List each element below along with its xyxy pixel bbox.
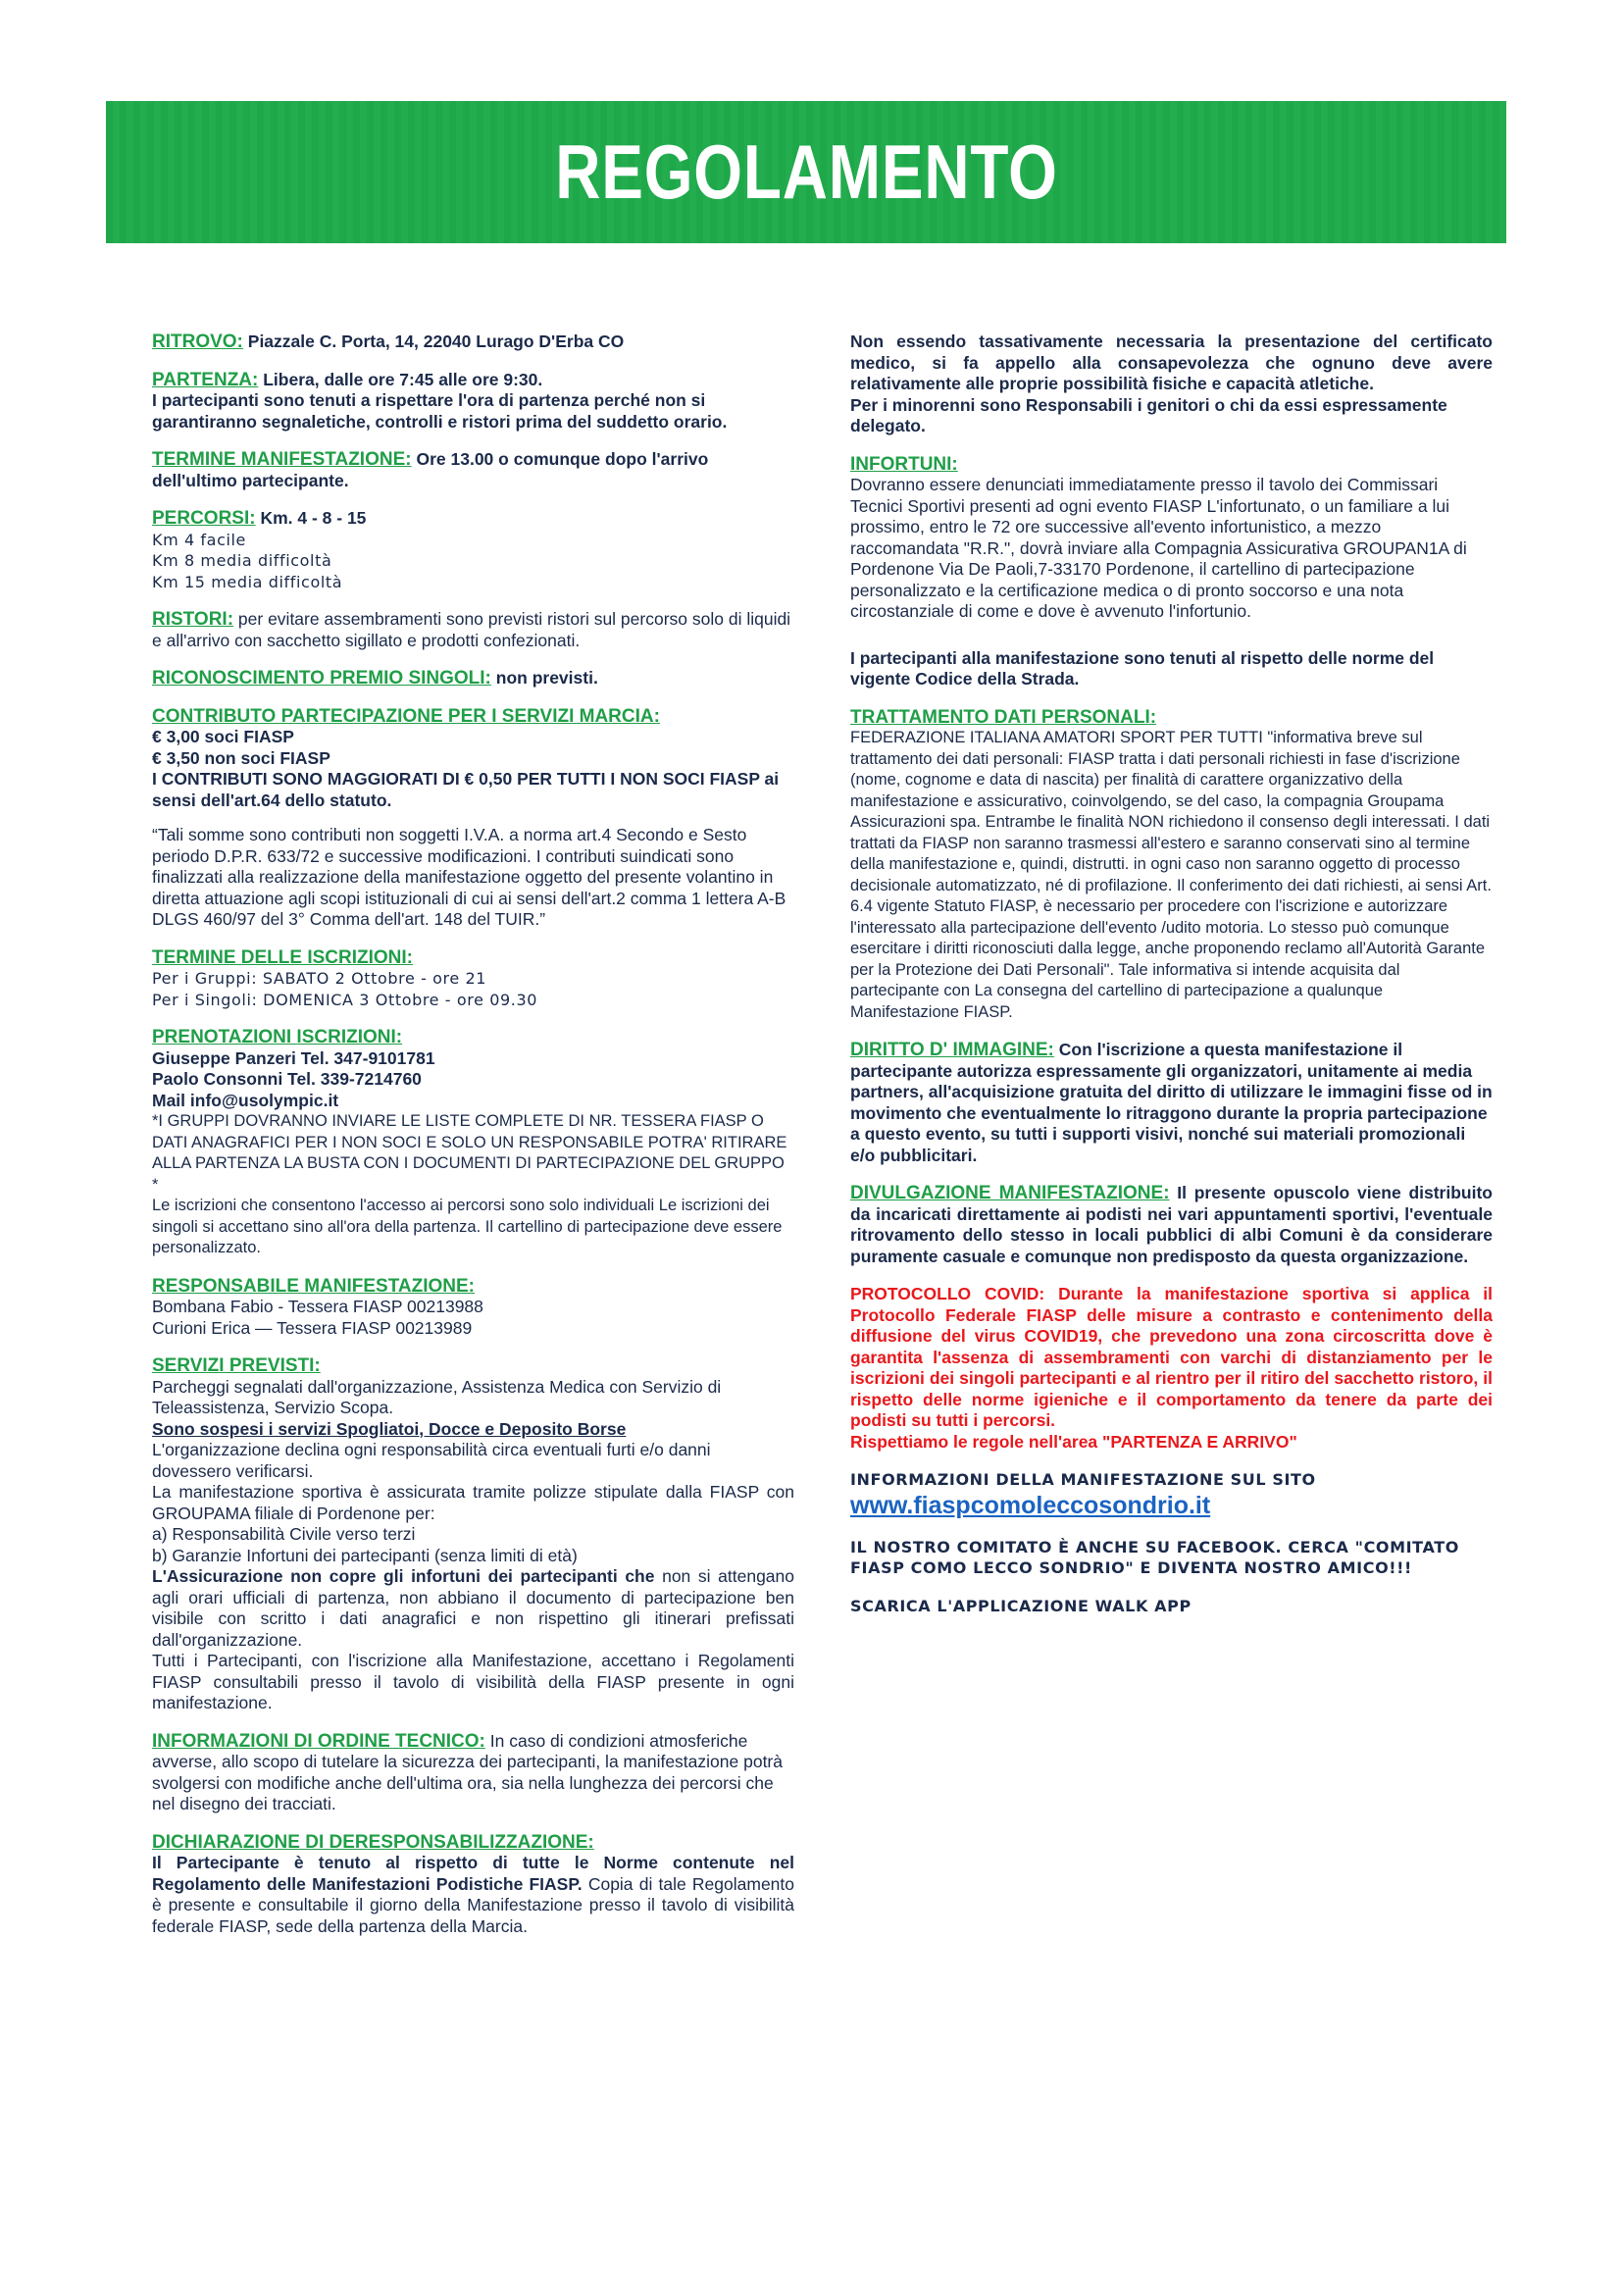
servizi-label: SERVIZI PREVISTI:	[152, 1355, 321, 1376]
assicurazione-text: non si attengano agli orari ufficiali di partenza, non abbiano il documento di partecipazione ben visibile con scritto i dati anagrafici e non rispettino gli itinerari prefissati dall'organizzazione.	[152, 1566, 794, 1650]
section-infortuni	[850, 454, 1493, 623]
covid-text: PROTOCOLLO COVID: Durante la manifestazione sportiva si applica il Protocollo Federale FIASP delle misure a contrasto e contenimento della diffusione del virus COVID19, che prevedono una zona circoscritta dove è garantita l'assenza di assembramenti con varchi di distanziamento per le iscrizioni dei singoli partecipanti e al rientro per il ritiro del sacchetto ristoro, il rispetto delle norme igieniche e il comportamento da tenere da parte dei podisti su tutti i percorsi.	[850, 1284, 1493, 1430]
partenza-label: PARTENZA:	[152, 369, 259, 390]
servizi-text: b) Garanzie Infortuni dei partecipanti (senza limiti di età)	[152, 1545, 578, 1565]
deresp-bold: Il Partecipante è tenuto al rispetto di tutte le Norme contenute nel Regolamento delle Manifestazioni Podistiche FIASP.	[152, 1853, 794, 1894]
deresp-label: DICHIARAZIONE DI DERESPONSABILIZZAZIONE:	[152, 1831, 594, 1853]
section-contributo	[152, 706, 794, 931]
facebook-text: IL NOSTRO COMITATO È ANCHE SU FACEBOOK. CERCA "COMITATO FIASP COMO LECCO SONDRIO" E DIVENTA NOSTRO AMICO!!!	[850, 1537, 1459, 1577]
section-deresponsabilizzazione	[152, 1832, 794, 1938]
percorso-line: Km 15 media difficoltà	[152, 572, 343, 591]
partenza-note: I partecipanti sono tenuti a rispettare l'ora di partenza perché non si garantiranno segnaletiche, controlli e ristori prima del suddetto orario.	[152, 390, 728, 432]
page-title: REGOLAMENTO	[554, 128, 1058, 215]
assicurazione-bold: L'Assicurazione non copre gli infortuni dei partecipanti che	[152, 1566, 655, 1586]
section-prenotazioni	[152, 1027, 794, 1259]
section-codice-strada	[850, 648, 1493, 690]
codice-text: I partecipanti alla manifestazione sono tenuti al rispetto delle norme del vigente Codice della Strada.	[850, 647, 1435, 689]
ristori-text: per evitare assembramenti sono previsti ristori sul percorso solo di liquidi e all'arrivo con sacchetto sigillato e prodotti confezionati.	[152, 609, 791, 650]
prenotazioni-label: PRENOTAZIONI ISCRIZIONI:	[152, 1027, 403, 1047]
percorsi-text: Km. 4 - 8 - 15	[260, 508, 367, 528]
iscrizioni-line: Per i Singoli: DOMENICA 3 Ottobre - ore 09.30	[152, 990, 538, 1009]
prenotazioni-caps: *I GRUPPI DOVRANNO INVIARE LE LISTE COMPLETE DI NR. TESSERA FIASP O DATI ANAGRAFICI PER I NON SOCI E SOLO UN RESPONSABILE POTRA' RITIRARE ALLA PARTENZA LA BUSTA CON I DOCUMENTI DI PARTECIPAZIONE DEL GRUPPO *	[152, 1112, 787, 1194]
infortuni-label: INFORTUNI:	[850, 453, 958, 475]
tecnico-label: INFORMAZIONI DI ORDINE TECNICO:	[152, 1730, 485, 1752]
ritrovo-label: RITROVO:	[152, 332, 243, 352]
iscrizioni-label: TERMINE DELLE ISCRIZIONI:	[152, 946, 413, 968]
covid-last: Rispettiamo le regole nell'area "PARTENZA E ARRIVO"	[850, 1431, 1297, 1452]
section-certificato	[850, 332, 1493, 437]
immagine-text: Con l'iscrizione a questa manifestazione il partecipante autorizza espressamente gli organizzatori, unitamente ai media partners, all'acquisizione gratuita del diritto di utilizzare le immagini fisse od in movimento che eventualmente lo ritraggono durante la propria partecipazione a questo evento, su tutti i supporti visivi, nonché sui materiali promozionali e/o pubblicitari.	[850, 1040, 1493, 1165]
tecnico-text: In caso di condizioni atmosferiche avverse, allo scopo di tutelare la sicurezza dei partecipanti, la manifestazione potrà svolgersi con modifiche anche dell'ultima ora, sia nella lunghezza dei percorsi che nel disegno dei tracciati.	[152, 1730, 783, 1813]
iscrizioni-line: Per i Gruppi: SABATO 2 Ottobre - ore 21	[152, 969, 487, 988]
section-sito	[850, 1469, 1493, 1520]
servizi-text: L'organizzazione declina ogni responsabilità circa eventuali furti e/o danni dovessero verificarsi.	[152, 1440, 711, 1481]
section-premio	[152, 668, 794, 689]
section-ristori	[152, 609, 794, 651]
section-iscrizioni	[152, 947, 794, 1011]
section-percorsi	[152, 508, 794, 592]
divulgazione-label: DIVULGAZIONE MANIFESTAZIONE:	[850, 1183, 1170, 1203]
percorsi-label: PERCORSI:	[152, 508, 256, 529]
section-ritrovo	[152, 332, 794, 353]
premio-text: non previsti.	[495, 668, 598, 688]
sito-link[interactable]: www.fiaspcomoleccosondrio.it	[850, 1491, 1211, 1519]
percorso-line: Km 4 facile	[152, 530, 246, 549]
responsabile-line: Curioni Erica — Tessera FIASP 00213989	[152, 1317, 473, 1338]
section-covid	[850, 1284, 1493, 1453]
contributo-line: I CONTRIBUTI SONO MAGGIORATI DI € 0,50 PER TUTTI I NON SOCI FIASP ai sensi dell'art.64 dello statuto.	[152, 769, 780, 810]
section-responsabile	[152, 1276, 794, 1340]
responsabile-line: Bombana Fabio - Tessera FIASP 00213988	[152, 1297, 483, 1316]
contact-line: Paolo Consonni Tel. 339-7214760	[152, 1069, 422, 1089]
termine-text: Ore 13.00 o comunque dopo l'arrivo dell'ultimo partecipante.	[152, 449, 709, 490]
certificato-text: Non essendo tassativamente necessaria la presentazione del certificato medico, si fa appello alla consapevolezza che ognuno deve avere relativamente alle proprie possibilità fisiche e capacità atletiche.	[850, 332, 1493, 393]
prenotazioni-note: Le iscrizioni che consentono l'accesso ai percorsi sono solo individuali Le iscrizioni dei singoli si accettano sino all'ora della partenza. Il cartellino di partecipazione deve essere personalizzato.	[152, 1197, 783, 1256]
deresp-text: Copia di tale Regolamento è presente e consultabile il giorno della Manifestazione presso il tavolo di visibilità federale FIASP, sede della partenza della Marcia.	[152, 1873, 795, 1936]
info-sito: INFORMAZIONI DELLA MANIFESTAZIONE SUL SITO	[850, 1470, 1316, 1489]
section-divulgazione	[850, 1183, 1493, 1267]
section-tecnico	[152, 1731, 794, 1815]
responsabile-label: RESPONSABILE MANIFESTAZIONE:	[152, 1275, 475, 1297]
section-partenza	[152, 370, 794, 434]
termine-label: TERMINE MANIFESTAZIONE:	[152, 449, 412, 470]
left-column	[152, 332, 794, 1954]
section-facebook	[850, 1537, 1493, 1579]
servizi-sospesi: Sono sospesi i servizi Spogliatoi, Docce e Deposito Borse	[152, 1418, 627, 1439]
divulgazione-text: Il presente opuscolo viene distribuito da incaricati direttamente ai podisti nei vari appuntamenti sportivi, l'eventuale ritrovamento dello stesso in locali pubblici di albi Comuni è da considerare puramente casuale e comunque non predisposto da questa organizzazione.	[850, 1183, 1493, 1266]
servizi-text: Parcheggi segnalati dall'organizzazione, Assistenza Medica con Servizio di Teleassistenza, Servizio Scopa.	[152, 1376, 722, 1417]
app-text: SCARICA L'APPLICAZIONE WALK APP	[850, 1596, 1192, 1615]
certificato-minorenni: Per i minorenni sono Responsabili i genitori o chi da essi espressamente delegato.	[850, 394, 1447, 435]
servizi-text: La manifestazione sportiva è assicurata tramite polizze stipulate dalla FIASP con GROUPAMA filiale di Pordenone per:	[152, 1482, 794, 1523]
title-banner	[106, 101, 1506, 243]
immagine-label: DIRITTO D' IMMAGINE:	[850, 1040, 1054, 1060]
section-servizi	[152, 1355, 794, 1714]
contributo-label: CONTRIBUTO PARTECIPAZIONE PER I SERVIZI MARCIA:	[152, 705, 660, 727]
contributo-quote: “Tali somme sono contributi non soggetti I.V.A. a norma art.4 Secondo e Sesto periodo D.P.R. 633/72 e successive modificazioni. I contributi suindicati sono finalizzati alla realizzazione della manifestazione oggetto del presente volantino in diretta attuazione agli scopi istituzionali di cui ai sensi dell'art.2 comma 1 lettera A-B DLGS 460/97 del 3° Comma dell'art. 148 del TUIR.”	[152, 825, 786, 929]
ritrovo-text: Piazzale C. Porta, 14, 22040 Lurago D'Erba CO	[247, 332, 625, 351]
percorso-line: Km 8 media difficoltà	[152, 551, 332, 570]
contact-line: Giuseppe Panzeri Tel. 347-9101781	[152, 1047, 435, 1068]
infortuni-text: Dovranno essere denunciati immediatamente presso il tavolo dei Commissari Tecnici Sportivi presenti ad ogni evento FIASP L'infortunato, o un familiare a lui prossimo, entro le 72 ore successive all'evento infortunistico, a mezzo raccomandata "R.R.", dovrà inviare alla Compagnia Assicurativa GROUPAN1A di Pordenone Via De Paoli,7-33170 Pordenone, il cartellino di partecipazione personalizzato e la certificazione medica o di pronto soccorso e una nota circostanziale di come e dove è avvenuto l'infortunio.	[850, 475, 1467, 621]
right-column	[850, 332, 1493, 1633]
contributo-line: € 3,50 non soci FIASP	[152, 747, 330, 768]
section-privacy	[850, 707, 1493, 1024]
privacy-text: FEDERAZIONE ITALIANA AMATORI SPORT PER TUTTI "informativa breve sul trattamento dei dati personali: FIASP tratta i dati personali richiesti in fase d'iscrizione (nome, cognome e data di nascita) per finalità di carattere organizzativo della manifestazione e assicurativo, coinvolgendo, se del caso, la compagnia Groupama Assicurazioni spa. Entrambe le finalità NON richiedono il consenso degli interessati. I dati trattati da FIASP non saranno trasmessi all'estero e saranno conservati sino al termine della manifestazione e, quindi, distrutti. in ogni caso non saranno oggetto di processo decisionale automatizzato, né di profilazione. Il conferimento dei dati richiesti, ai sensi Art. 6.4 vigente Statuto FIASP, è necessario per procedere con l'iscrizione e autorizzare l'interessato alla partecipazione dell'evento /udito motoria. Lo stesso può comunque esercitare i diritti riconosciuti dalla legge, anche proponendo reclamo all'Autorità Garante per la Protezione dei Dati Personali". Tale informativa si intende acquisita dal partecipante con La consegna del cartellino di partecipazione a qualunque Manifestazione FIASP.	[850, 729, 1492, 1021]
section-immagine	[850, 1040, 1493, 1166]
section-termine	[152, 449, 794, 491]
contributo-line: € 3,00 soci FIASP	[152, 727, 294, 746]
ristori-label: RISTORI:	[152, 609, 234, 630]
privacy-label: TRATTAMENTO DATI PERSONALI:	[850, 706, 1157, 728]
partenza-text: Libera, dalle ore 7:45 alle ore 9:30.	[263, 369, 543, 389]
premio-label: RICONOSCIMENTO PREMIO SINGOLI:	[152, 668, 491, 689]
section-app	[850, 1596, 1493, 1617]
contact-email: Mail info@usolympic.it	[152, 1090, 339, 1110]
servizi-text: Tutti i Partecipanti, con l'iscrizione alla Manifestazione, accettano i Regolamenti FIASP consultabili presso il tavolo di visibilità della FIASP presente in ogni manifestazione.	[152, 1651, 794, 1712]
servizi-text: a) Responsabilità Civile verso terzi	[152, 1524, 416, 1544]
